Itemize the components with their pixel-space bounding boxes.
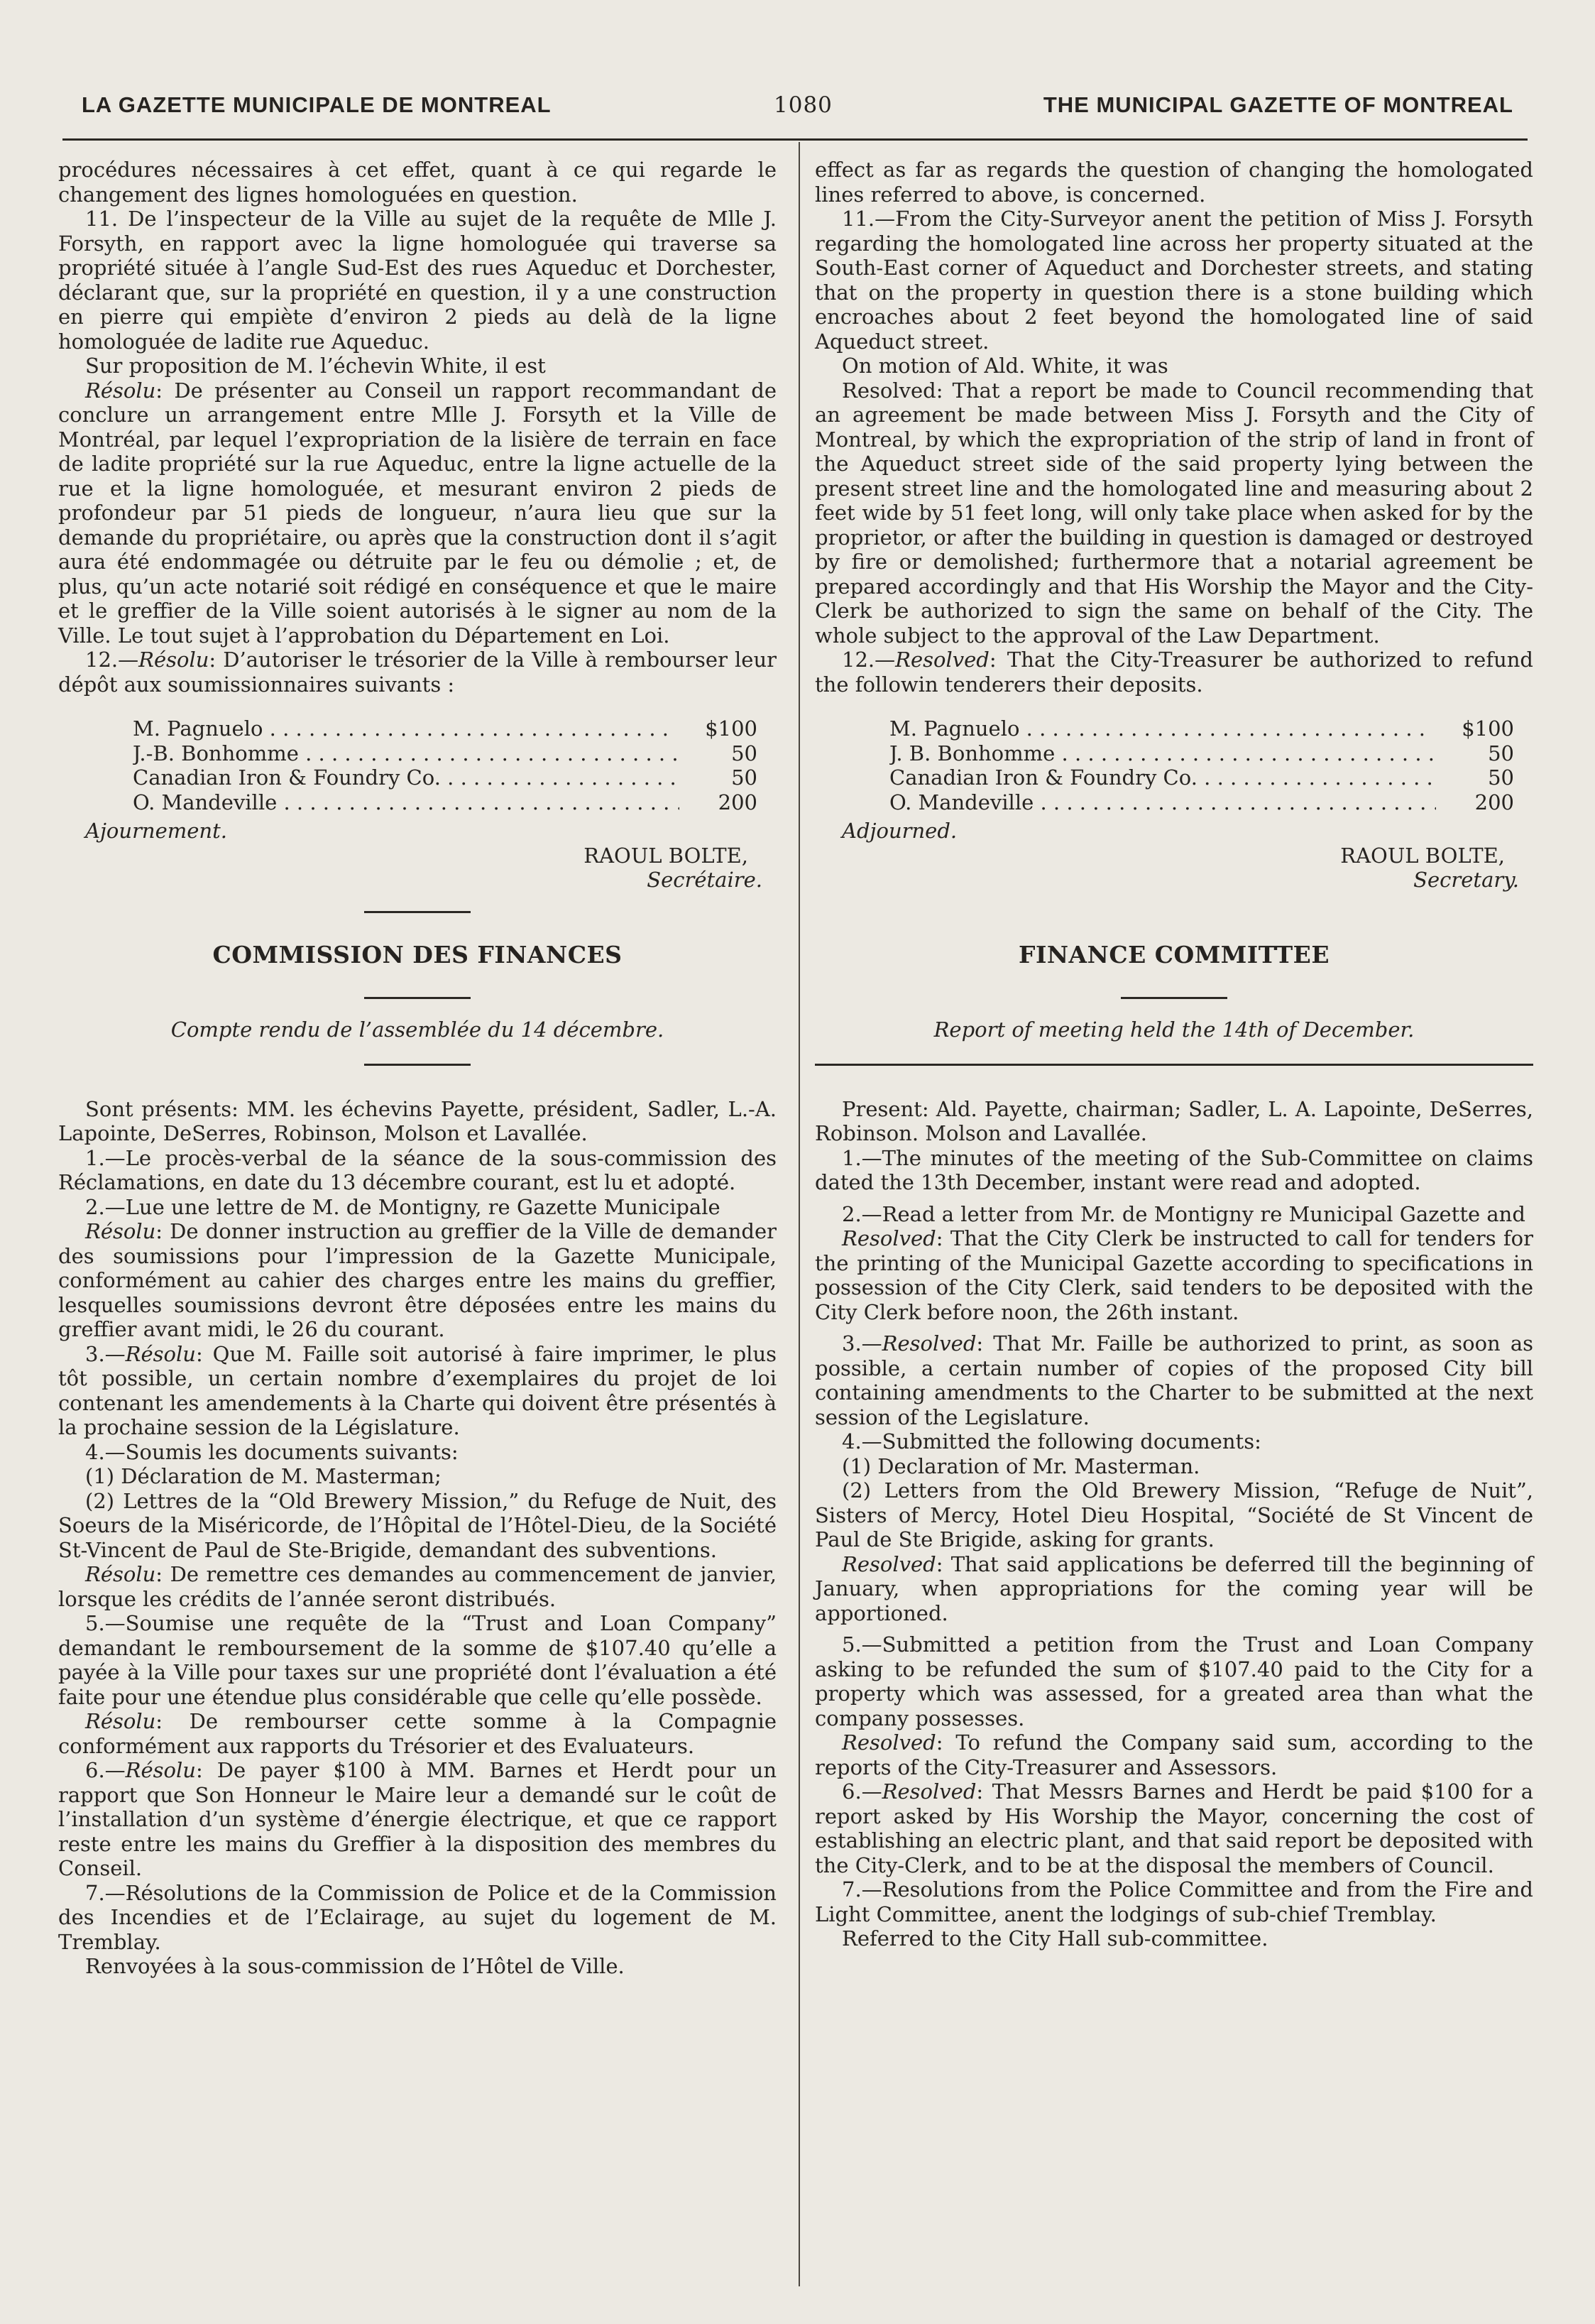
en-resolution xyxy=(815,1552,1533,1626)
resolved-label: Resolved xyxy=(882,1331,977,1355)
header-english-title: THE MUNICIPAL GAZETTE OF MONTREAL xyxy=(1043,92,1513,117)
fr-item-7: 7.—Résolutions de la Commission de Police et de la Commission des Incendies et de l’Eclairage, au sujet du logement de M. Tremblay. xyxy=(58,1880,777,1954)
resolved-label: Résolu xyxy=(85,1219,156,1243)
en-adjournment: Adjourned. xyxy=(842,819,958,843)
fr-item-5: 5.—Soumise une requête de la “Trust and Loan Company” demandant le remboursement de la somme de $107.40 qu’elle a payée à la Ville pour taxes sur une propriété dont l’évaluation a été faite pour une étendue plus considérable que celle qu’elle possède. xyxy=(58,1611,777,1709)
resolved-label: Résolu xyxy=(85,1709,156,1733)
resolved-label: Resolved xyxy=(895,648,990,672)
en-referral: Referred to the City Hall sub-committee. xyxy=(842,1926,1268,1951)
deposit-row xyxy=(889,765,1514,790)
deposit-name: O. Mandeville . . . xyxy=(889,790,1436,815)
deposit-amount: 50 xyxy=(1488,765,1514,790)
deposit-name: J. B. Bonhomme . . . xyxy=(889,741,1436,766)
resolved-label: Résolu xyxy=(138,648,209,672)
english-column xyxy=(815,158,1533,1951)
deposit-row xyxy=(889,790,1514,815)
item-number: 3.— xyxy=(842,1331,882,1355)
en-item-5: 5.—Submitted a petition from the Trust and Loan Company asking to be refunded the sum of $107.40 paid to the City for a property which was assessed, for a greated area than what the company possesses. xyxy=(815,1632,1533,1730)
resolved-label: Résolu xyxy=(125,1341,196,1366)
resolution-text: : De donner instruction au greffier de la Ville de demander des soumissions pour l’impression de la Gazette Municipale, conformément au cahier des charges entre les mains du greffier, lesquelles soumissions devront être déposées entre les mains du greffier avant midi, le 26 du courant. xyxy=(58,1219,777,1341)
en-resolution xyxy=(815,1730,1533,1779)
deposit-amount: 200 xyxy=(1474,790,1514,814)
resolved-label: Résolu xyxy=(85,1562,156,1586)
resolved-label: Resolved xyxy=(882,1779,977,1804)
resolved-label: Résolu xyxy=(125,1758,196,1782)
section-rule xyxy=(815,1064,1533,1066)
deposit-amount: $100 xyxy=(705,716,757,741)
resolution-text: : That Messrs Barnes and Herdt be paid $100 for a report asked by His Worship the Mayor, concerning the cost of establishing an electric plant, and that said report be deposited with the City-Clerk, and to be at the disposal the members of Council. xyxy=(815,1779,1533,1877)
fr-motion: Sur proposition de M. l’échevin White, il est xyxy=(85,354,546,378)
fr-item-2: 2.—Lue une lettre de M. de Montigny, re Gazette Municipale xyxy=(85,1194,720,1219)
en-item-4: 4.—Submitted the following documents: xyxy=(842,1429,1261,1453)
deposit-name: M. Pagnuelo . . . xyxy=(133,716,679,741)
en-item-7: 7.—Resolutions from the Police Committee and from the Fire and Light Committee, anent the lodgings of sub-chief Tremblay. xyxy=(815,1877,1533,1926)
header-rule xyxy=(62,138,1528,141)
en-item-1: 1.—The minutes of the meeting of the Sub-Committee on claims dated the 13th December, instant were read and adopted. xyxy=(815,1145,1533,1194)
en-document-2: (2) Letters from the Old Brewery Mission, “Refuge de Nuit”, Sisters of Mercy, Hotel Dieu Hospital, “Société de St Vincent de Paul de Ste Brigide, asking for grants. xyxy=(815,1478,1533,1551)
en-item-2: 2.—Read a letter from Mr. de Montigny re Municipal Gazette and xyxy=(842,1201,1525,1226)
en-item-6 xyxy=(815,1779,1533,1877)
en-item-3 xyxy=(815,1331,1533,1429)
en-signature-name: RAOUL BOLTE, xyxy=(1340,843,1505,868)
resolution-text: : De présenter au Conseil un rapport recommandant de conclure un arrangement entre Mlle J. Forsyth et la Ville de Montréal, par lequel l’expropriation de la lisière de terrain en face de ladite propriété sur la rue Aqueduc, entre la ligne actuelle de la rue et la ligne homologuée, et mesurant environ 2 pieds de profondeur par 51 pieds de longueur, n’aura lieu que sur la demande du propriétaire, ou après que la construction dont il s’agit aura été endommagée ou détruite par le feu ou démolie ; et, de plus, qu’un acte notarié soit rédigé en conséquence et que le maire et le greffier de la Ville soient autorisés à le signer au nom de la Ville. Le tout sujet à l’approbation du Département en Loi. xyxy=(58,378,777,648)
resolution-text: : That said applications be deferred till the beginning of January, when appropriations for the coming year will be apportioned. xyxy=(815,1551,1533,1625)
resolved-label: Resolved xyxy=(842,1551,936,1576)
en-resolution: Resolved: That a report be made to Council recommending that an agreement be made between Miss J. Forsyth and the City of Montreal, by which the expropriation of the strip of land in front of the Aqueduct street side of the said property lying between the present street line and the homologated line and measuring about 2 feet wide by 51 feet long, will only take place when asked for by the proprietor, or after the building in question is damaged or destroyed by fire or demolished; furthermore that a notarial agreement be prepared accordingly and that His Worship the Mayor and the City-Clerk be authorized to sign the same on behalf of the City. The whole subject to the approval of the Law Department. xyxy=(815,378,1533,648)
en-paragraph: effect as far as regards the question of changing the homologated lines referred to above, is concerned. xyxy=(815,158,1533,207)
fr-item-11: 11. De l’inspecteur de la Ville au sujet de la requête de Mlle J. Forsyth, en rapport avec la ligne homologuée qui traverse sa propriété située à l’angle Sud-Est des rues Aqueduc et Dorchester, déclarant que, sur la propriété en question, il y a une construction en pierre qui empiète d’environ 2 pieds au delà de la ligne homologuée de ladite rue Aqueduc. xyxy=(58,207,777,354)
en-deposit-list xyxy=(889,716,1514,814)
fr-attendance: Sont présents: MM. les échevins Payette, président, Sadler, L.-A. Lapointe, DeSerres, Robinson, Molson et Lavallée. xyxy=(58,1096,777,1145)
deposit-amount: 200 xyxy=(718,790,757,814)
en-section-heading: FINANCE COMMITTEE xyxy=(1019,940,1330,969)
section-rule xyxy=(364,997,471,999)
deposit-name: Canadian Iron & Foundry Co. . . . xyxy=(889,765,1436,790)
section-rule xyxy=(364,911,471,913)
fr-item-4: 4.—Soumis les documents suivants: xyxy=(85,1439,459,1464)
fr-signature-title: Secrétaire. xyxy=(647,868,762,892)
resolution-text: : That the City Clerk be instructed to call for tenders for the printing of the Municipal Gazette according to specifications in possession of the City Clerk, said tenders to be deposited with the City Clerk before noon, the 26th instant. xyxy=(815,1226,1533,1324)
header-french-title: LA GAZETTE MUNICIPALE DE MONTREAL xyxy=(82,92,552,117)
resolved-label: Résolu xyxy=(85,378,156,403)
deposit-row xyxy=(133,790,757,815)
en-motion: On motion of Ald. White, it was xyxy=(842,354,1168,378)
item-number: 6.— xyxy=(85,1758,126,1782)
en-item-12 xyxy=(815,648,1533,697)
resolution-text: : Que M. Faille soit autorisé à faire imprimer, le plus tôt possible, un certain nombre d’exemplaires du projet de loi contenant les amendements à la Charte qui doivent être présentés à la prochaine session de la Législature. xyxy=(58,1341,777,1439)
section-rule xyxy=(1121,997,1227,999)
fr-document-1: (1) Déclaration de M. Masterman; xyxy=(85,1464,442,1488)
french-column xyxy=(58,158,777,1979)
en-document-1: (1) Declaration of Mr. Masterman. xyxy=(842,1453,1200,1478)
resolution-text: : De payer $100 à MM. Barnes et Herdt pour un rapport que Son Honneur le Maire leur a demandé sur le coût de l’installation d’un système d’énergie électrique, et que ce rapport reste entre les mains du Greffier à la disposition des membres du Conseil. xyxy=(58,1758,777,1880)
deposit-row xyxy=(889,741,1514,766)
fr-resolution xyxy=(58,1219,777,1342)
resolved-label: Resolved xyxy=(842,1226,936,1250)
fr-item-6 xyxy=(58,1758,777,1881)
fr-item-3 xyxy=(58,1342,777,1440)
item-number: 3.— xyxy=(85,1341,126,1366)
fr-item-12 xyxy=(58,648,777,697)
en-section-subtitle: Report of meeting held the 14th of December. xyxy=(933,1018,1415,1042)
deposit-row xyxy=(133,741,757,766)
resolution-text: : De remettre ces demandes au commencement de janvier, lorsque les crédits de l’année seront distribués. xyxy=(58,1562,777,1611)
deposit-amount: 50 xyxy=(1488,741,1514,765)
fr-resolution xyxy=(58,1709,777,1758)
resolution-text: : D’autoriser le trésorier de la Ville à rembourser leur dépôt aux soumissionnaires suivants : xyxy=(58,648,777,697)
deposit-name: J.-B. Bonhomme . . . xyxy=(133,741,679,766)
item-number: 12.— xyxy=(842,648,896,672)
deposit-amount: 50 xyxy=(731,765,757,790)
item-number: 12.— xyxy=(85,648,139,672)
fr-section-heading: COMMISSION DES FINANCES xyxy=(212,940,623,969)
section-rule xyxy=(364,1064,471,1066)
resolution-text: : That the City-Treasurer be authorized to refund the followin tenderers their deposits. xyxy=(815,648,1533,697)
en-resolution xyxy=(815,1226,1533,1324)
deposit-name: O. Mandeville . . . xyxy=(133,790,679,815)
resolution-text: : That Mr. Faille be authorized to print, as soon as possible, a certain number of copies of the proposed City bill containing amendments to the Charter to be submitted at the next session of the Legislature. xyxy=(815,1331,1533,1429)
fr-item-1: 1.—Le procès-verbal de la séance de la sous-commission des Réclamations, en date du 13 décembre courant, est lu et adopté. xyxy=(58,1145,777,1194)
item-number: 6.— xyxy=(842,1779,882,1804)
deposit-name: Canadian Iron & Foundry Co. . . . xyxy=(133,765,679,790)
deposit-row xyxy=(889,716,1514,741)
deposit-row xyxy=(133,765,757,790)
fr-deposit-list xyxy=(133,716,757,814)
column-divider xyxy=(799,142,800,2286)
page-header xyxy=(82,92,1513,128)
fr-resolution xyxy=(58,1562,777,1611)
page-number: 1080 xyxy=(774,92,833,118)
en-signature-title: Secretary. xyxy=(1413,868,1519,892)
resolution-text: : To refund the Company said sum, according to the reports of the City-Treasurer and Assessors. xyxy=(815,1730,1533,1779)
resolved-label: Resolved xyxy=(842,1730,936,1755)
deposit-amount: $100 xyxy=(1462,716,1514,741)
deposit-amount: 50 xyxy=(731,741,757,765)
fr-section-subtitle: Compte rendu de l’assemblée du 14 décembre. xyxy=(170,1018,664,1042)
en-item-11: 11.—From the City-Surveyor anent the petition of Miss J. Forsyth regarding the homologated line across her property situated at the South-East corner of Aqueduct and Dorchester streets, and stating that on the property in question there is a stone building which encroaches about 2 feet beyond the homologated line of said Aqueduct street. xyxy=(815,207,1533,354)
resolution-text: : De rembourser cette somme à la Compagnie conformément aux rapports du Trésorier et des Evaluateurs. xyxy=(58,1709,777,1758)
fr-document-2: (2) Lettres de la “Old Brewery Mission,” du Refuge de Nuit, des Soeurs de la Miséricorde, de l’Hôpital de l’Hôtel-Dieu, de la Société St-Vincent de Paul de Ste-Brigide, demandant des subventions. xyxy=(58,1488,777,1562)
fr-adjournment: Ajournement. xyxy=(85,819,227,843)
fr-referral: Renvoyées à la sous-commission de l’Hôtel de Ville. xyxy=(85,1954,625,1978)
fr-paragraph: procédures nécessaires à cet effet, quant à ce qui regarde le changement des lignes homologuées en question. xyxy=(58,158,777,207)
en-attendance: Present: Ald. Payette, chairman; Sadler, L. A. Lapointe, DeSerres, Robinson. Molson and Lavallée. xyxy=(815,1096,1533,1145)
fr-signature-name: RAOUL BOLTE, xyxy=(583,843,748,868)
deposit-row xyxy=(133,716,757,741)
deposit-name: M. Pagnuelo . . . xyxy=(889,716,1436,741)
fr-resolution xyxy=(58,378,777,648)
